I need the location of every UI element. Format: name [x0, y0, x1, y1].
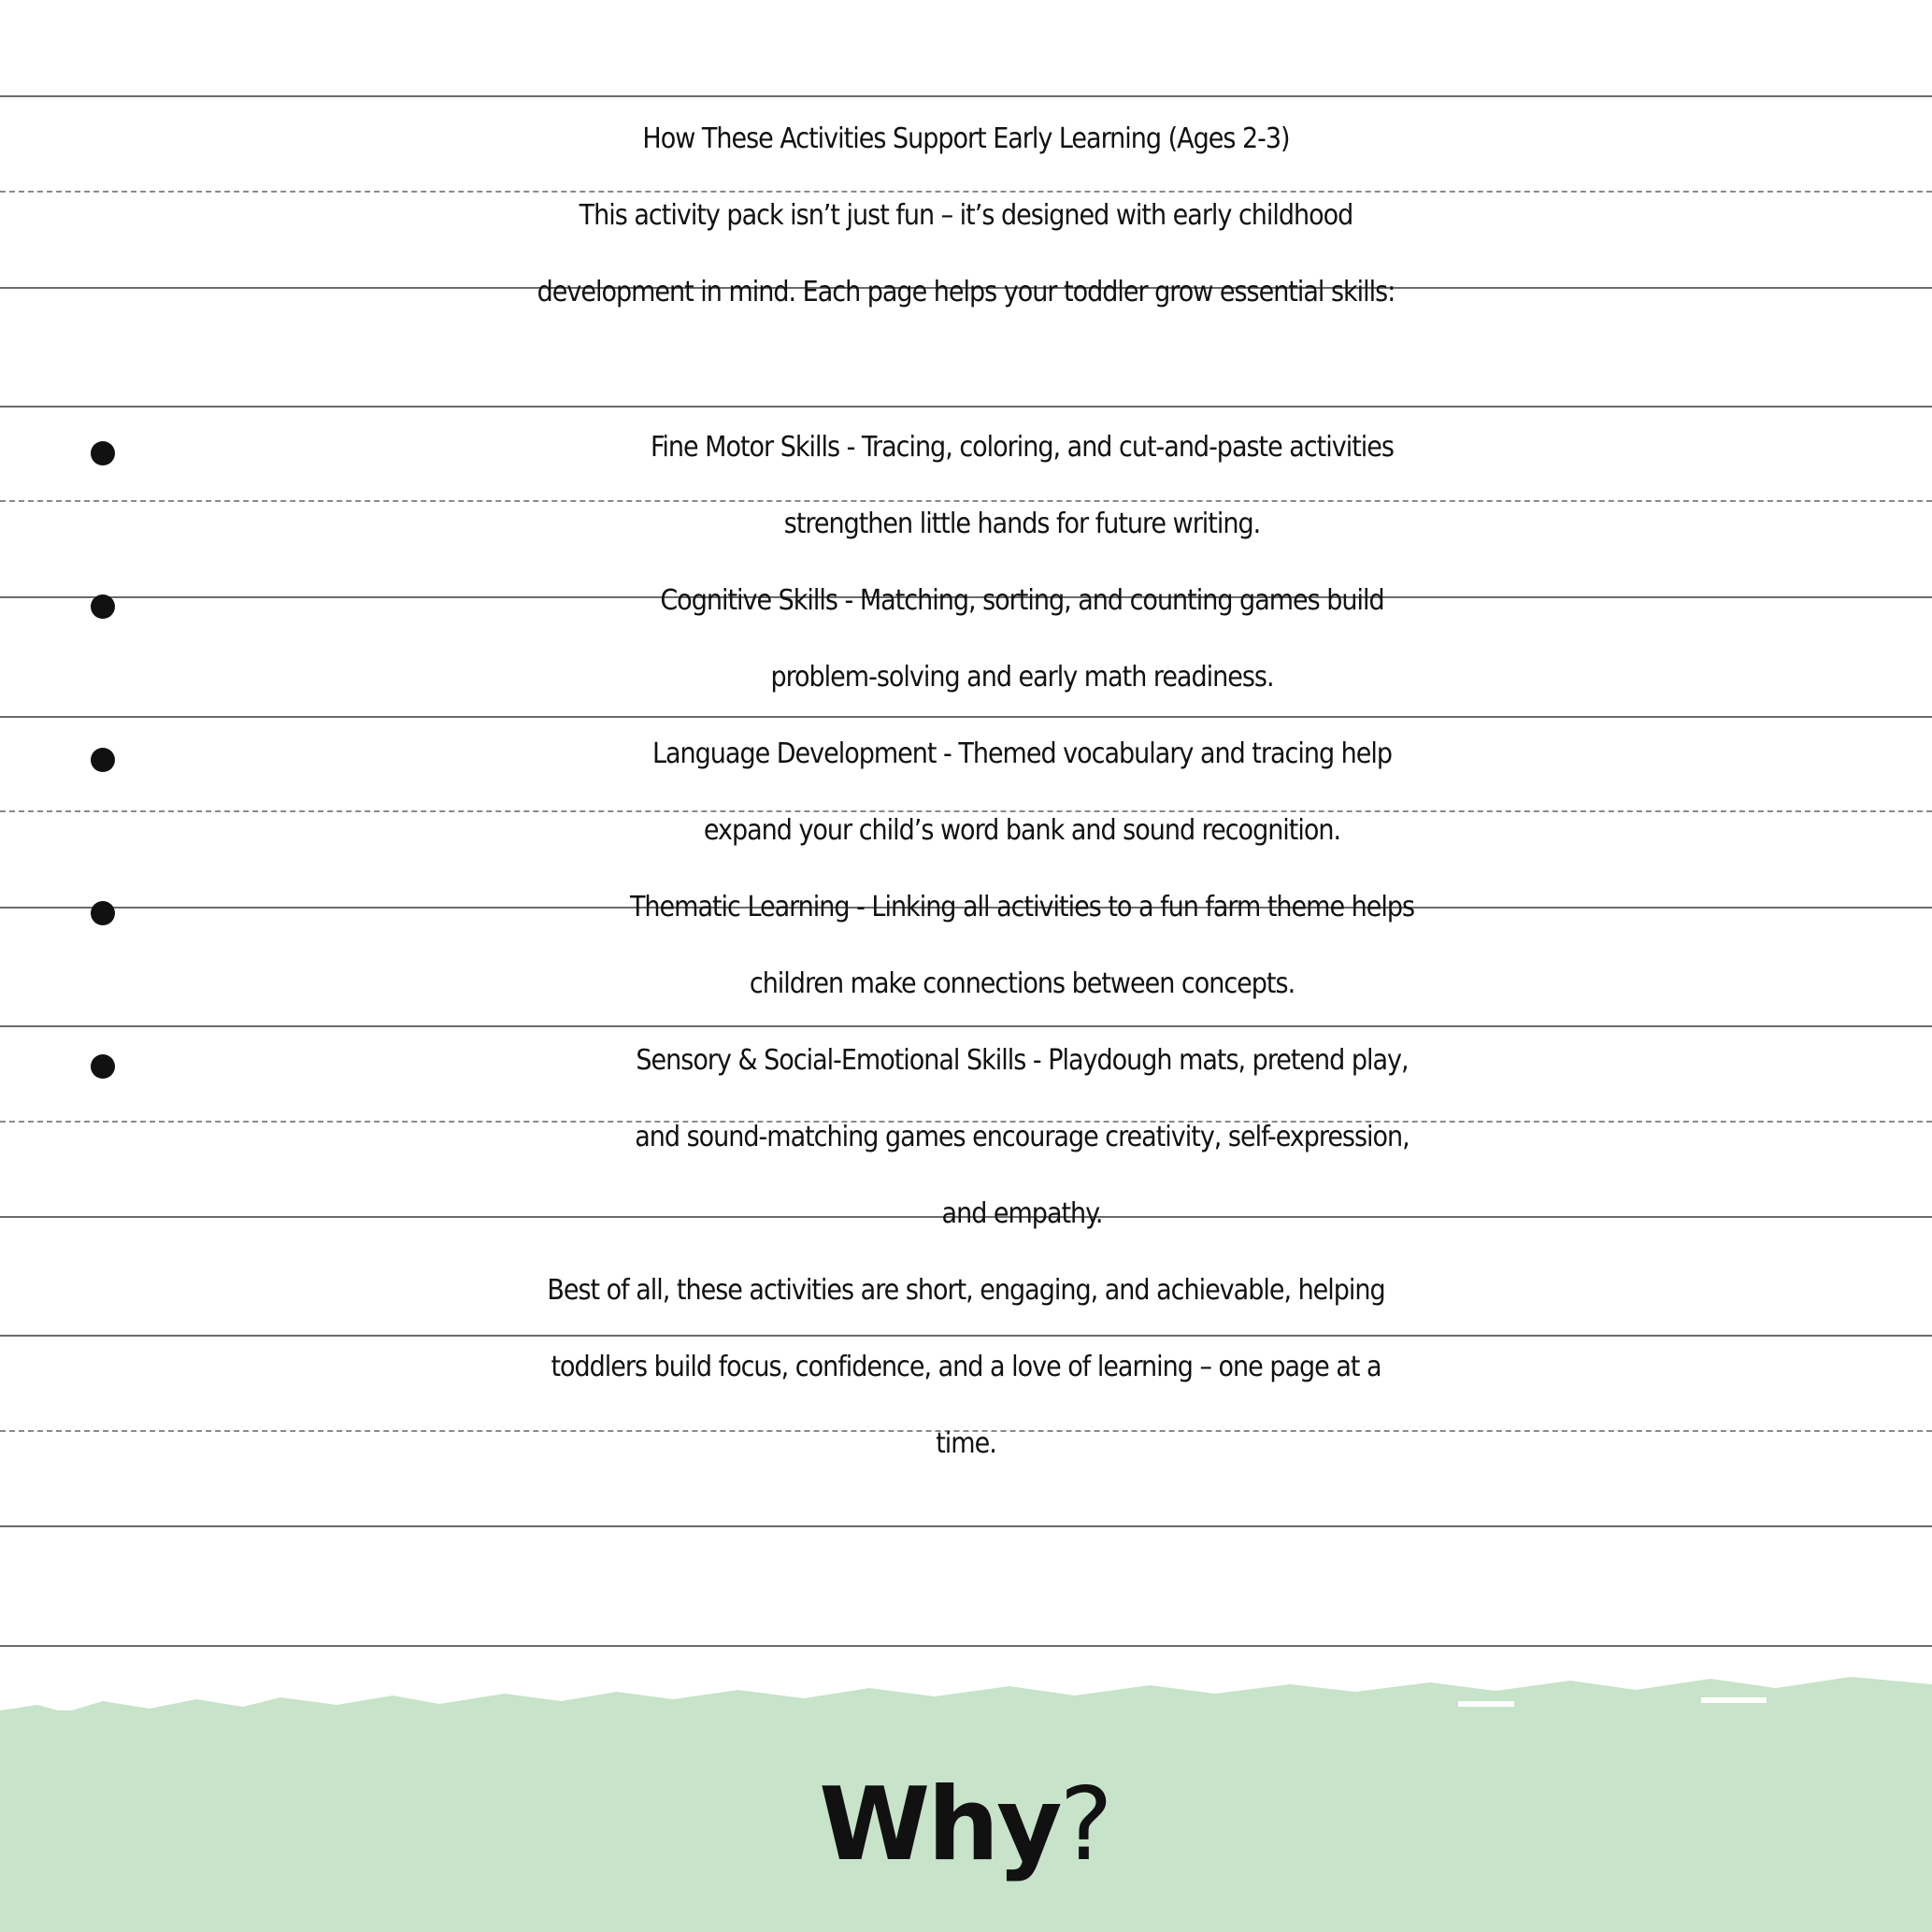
skill-item-fine-motor: Fine Motor Skills - Tracing, coloring, and cut-and-paste activities [651, 431, 1394, 464]
question-mark: ? [1059, 1767, 1113, 1883]
skill-item-language-cont: expand your child’s word bank and sound recognition. [703, 814, 1341, 847]
skill-item-thematic-cont: children make connections between concepts. [749, 967, 1295, 1000]
skill-item-sensory-cont: and empathy. [941, 1197, 1103, 1230]
ruled-line [0, 406, 1932, 408]
why-word: Why [819, 1767, 1060, 1883]
ruled-line [0, 95, 1932, 97]
skill-item-language: Language Development - Themed vocabulary and tracing help [651, 737, 1393, 770]
ruled-line [0, 1645, 1932, 1647]
intro-text-line: This activity pack isn’t just fun – it’s designed with early childhood [579, 199, 1353, 232]
why-heading [0, 1767, 1932, 1883]
ruled-line [0, 1525, 1932, 1527]
skill-item-fine-motor-cont: strengthen little hands for future writing. [783, 508, 1261, 540]
skill-item-sensory-cont: and sound-matching games encourage creativity, self-expression, [635, 1121, 1410, 1153]
page-title: How These Activities Support Early Learning (Ages 2-3) [642, 122, 1290, 155]
skill-item-thematic: Thematic Learning - Linking all activities to a fun farm theme helps [629, 891, 1415, 923]
intro-text-line: development in mind. Each page helps your toddler grow essential skills: [537, 276, 1395, 308]
skill-item-cognitive: Cognitive Skills - Matching, sorting, and counting games build [660, 584, 1384, 617]
skill-item-sensory: Sensory & Social-Emotional Skills - Playdough mats, pretend play, [636, 1044, 1409, 1077]
skill-item-cognitive-cont: problem-solving and early math readiness. [770, 661, 1274, 694]
closing-text-line: Best of all, these activities are short, engaging, and achievable, helping [547, 1274, 1385, 1307]
closing-text-line: time. [936, 1427, 996, 1460]
closing-text-line: toddlers build focus, confidence, and a love of learning – one page at a [551, 1351, 1381, 1383]
